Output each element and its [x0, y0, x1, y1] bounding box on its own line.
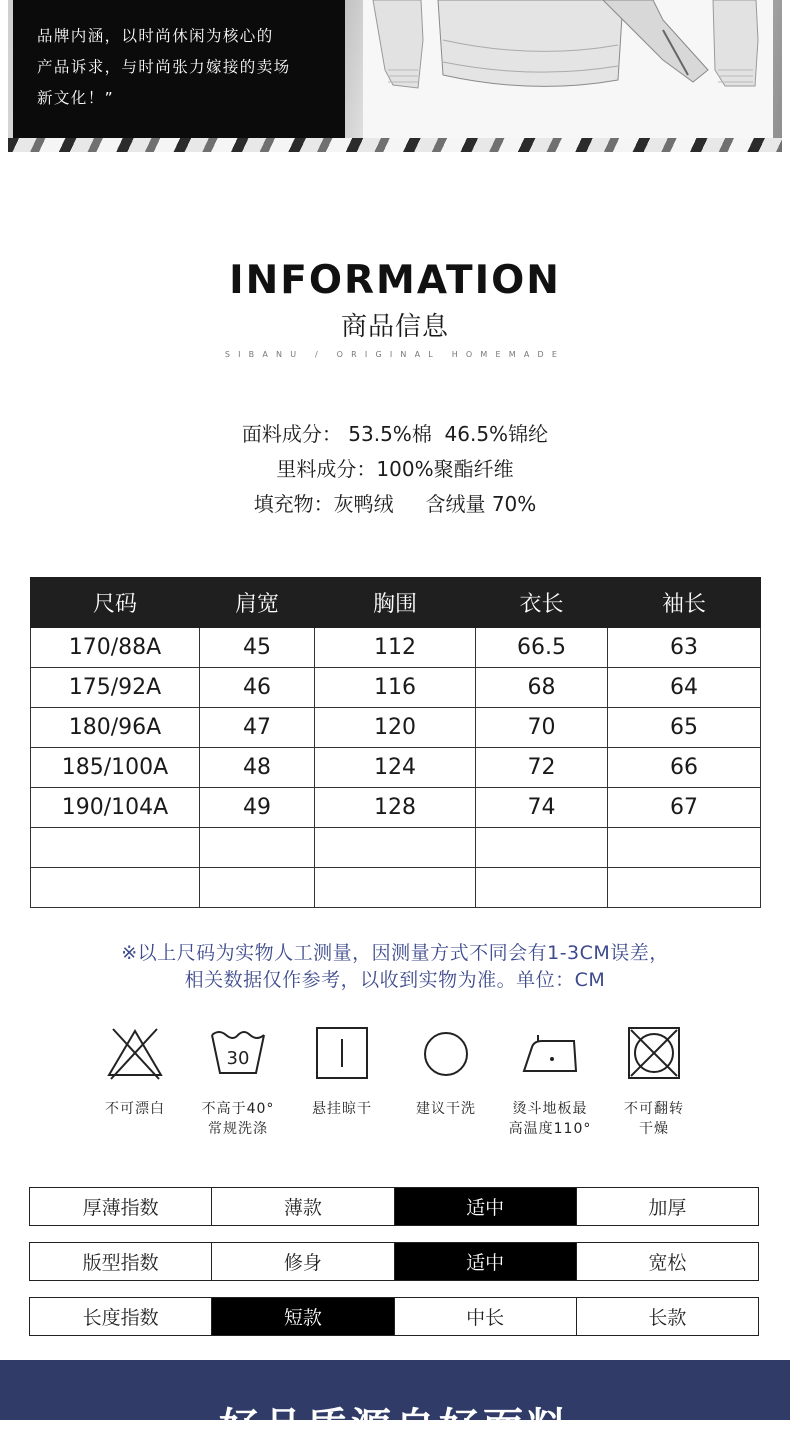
cell-empty — [608, 868, 761, 908]
table-row-empty — [31, 828, 761, 868]
thickness-index — [29, 1187, 759, 1226]
lining-composition: 里料成分：100%聚酯纤维 — [276, 457, 514, 481]
care-label: 干燥 — [639, 1121, 669, 1137]
size-table-header — [31, 578, 761, 628]
cell-size: 170/88A — [31, 628, 200, 668]
care-label: 悬挂晾干 — [312, 1101, 372, 1117]
care-dry-clean — [396, 1025, 496, 1119]
care-label: 建议干洗 — [416, 1101, 476, 1117]
cell-shoulder: 47 — [200, 708, 315, 748]
cell-empty — [476, 828, 608, 868]
information-subtitle: 商品信息 — [340, 312, 449, 342]
cell-size: 180/96A — [31, 708, 200, 748]
cell-chest: 120 — [315, 708, 476, 748]
information-title: INFORMATION — [229, 258, 561, 303]
cell-empty — [200, 868, 315, 908]
brand-tagline: SIBANU / ORIGINAL HOMEMADE — [224, 350, 566, 359]
cell-length: 72 — [476, 748, 608, 788]
fit-index — [29, 1242, 759, 1281]
table-row — [31, 748, 761, 788]
index-option: 中长 — [394, 1298, 576, 1336]
cell-empty — [31, 828, 200, 868]
iron-icon — [520, 1025, 580, 1081]
index-option: 适中 — [394, 1243, 576, 1281]
care-label: 高温度110° — [508, 1121, 592, 1137]
banner-texture — [8, 138, 782, 152]
care-iron — [500, 1025, 600, 1139]
care-no-tumble-dry — [604, 1025, 704, 1139]
index-option: 适中 — [394, 1188, 576, 1226]
care-no-bleach — [85, 1025, 185, 1119]
cell-chest: 124 — [315, 748, 476, 788]
intro-line-1: 品牌内涵，以时尚休闲为核心的 — [37, 27, 274, 45]
cell-shoulder: 45 — [200, 628, 315, 668]
cell-length: 74 — [476, 788, 608, 828]
cell-empty — [315, 868, 476, 908]
cell-shoulder: 48 — [200, 748, 315, 788]
wash-30-icon — [208, 1025, 268, 1081]
length-index — [29, 1297, 759, 1336]
index-option: 短款 — [212, 1298, 394, 1336]
jacket-sketch-image — [363, 0, 773, 138]
dry-clean-icon — [416, 1025, 476, 1081]
brand-intro-box — [13, 0, 345, 138]
table-row-empty — [31, 868, 761, 908]
cell-length: 70 — [476, 708, 608, 748]
cell-sleeve: 67 — [608, 788, 761, 828]
index-option: 长款 — [576, 1298, 758, 1336]
cell-sleeve: 63 — [608, 628, 761, 668]
header-length: 衣长 — [476, 578, 608, 628]
cell-chest: 112 — [315, 628, 476, 668]
cell-size: 190/104A — [31, 788, 200, 828]
header-size: 尺码 — [31, 578, 200, 628]
header-shoulder: 肩宽 — [200, 578, 315, 628]
cell-sleeve: 65 — [608, 708, 761, 748]
care-label: 不可漂白 — [105, 1101, 165, 1117]
cell-length: 66.5 — [476, 628, 608, 668]
cell-empty — [200, 828, 315, 868]
index-option: 薄款 — [212, 1188, 394, 1226]
intro-line-2: 产品诉求，与时尚张力嫁接的卖场 — [37, 58, 291, 76]
table-row — [31, 628, 761, 668]
care-label: 不高于40° — [201, 1101, 275, 1117]
cell-size: 175/92A — [31, 668, 200, 708]
index-label: 厚薄指数 — [30, 1188, 212, 1226]
cell-sleeve: 64 — [608, 668, 761, 708]
care-label: 烫斗地板最 — [512, 1101, 588, 1117]
care-label: 常规洗涤 — [208, 1121, 268, 1137]
table-row — [31, 708, 761, 748]
measurement-note-line-2: 相关数据仅作参考，以收到实物为准。单位：CM — [184, 969, 606, 991]
cell-chest: 116 — [315, 668, 476, 708]
index-option: 加厚 — [576, 1188, 758, 1226]
cell-length: 68 — [476, 668, 608, 708]
cell-empty — [315, 828, 476, 868]
no-tumble-dry-icon — [624, 1025, 684, 1081]
cell-chest: 128 — [315, 788, 476, 828]
header-sleeve: 袖长 — [608, 578, 761, 628]
cell-size: 185/100A — [31, 748, 200, 788]
care-wash — [188, 1025, 288, 1139]
index-option: 宽松 — [576, 1243, 758, 1281]
care-hang-dry — [292, 1025, 392, 1119]
cell-shoulder: 46 — [200, 668, 315, 708]
no-bleach-icon — [105, 1025, 165, 1081]
intro-line-clipped — [37, 0, 345, 21]
header-chest: 胸围 — [315, 578, 476, 628]
cell-empty — [31, 868, 200, 908]
cell-empty — [608, 828, 761, 868]
fabric-section-title: 好品质源自好面料 — [219, 1405, 571, 1451]
index-option: 修身 — [212, 1243, 394, 1281]
care-label: 不可翻转 — [624, 1101, 684, 1117]
intro-line-3: 新文化！” — [37, 89, 115, 107]
index-label: 长度指数 — [30, 1298, 212, 1336]
measurement-note-line-1: ※以上尺码为实物人工测量，因测量方式不同会有1-3CM误差， — [121, 942, 669, 964]
fabric-composition: 面料成分： 53.5%棉 46.5%锦纶 — [241, 422, 549, 446]
table-row — [31, 788, 761, 828]
cell-sleeve: 66 — [608, 748, 761, 788]
table-row — [31, 668, 761, 708]
size-table — [30, 577, 761, 908]
fabric-section-banner — [0, 1360, 790, 1451]
cell-empty — [476, 868, 608, 908]
filling-composition: 填充物：灰鸭绒 含绒量 70% — [253, 492, 537, 516]
wash-temperature: 30 — [226, 1048, 250, 1069]
index-label: 版型指数 — [30, 1243, 212, 1281]
hang-dry-icon — [312, 1025, 372, 1081]
cell-shoulder: 49 — [200, 788, 315, 828]
